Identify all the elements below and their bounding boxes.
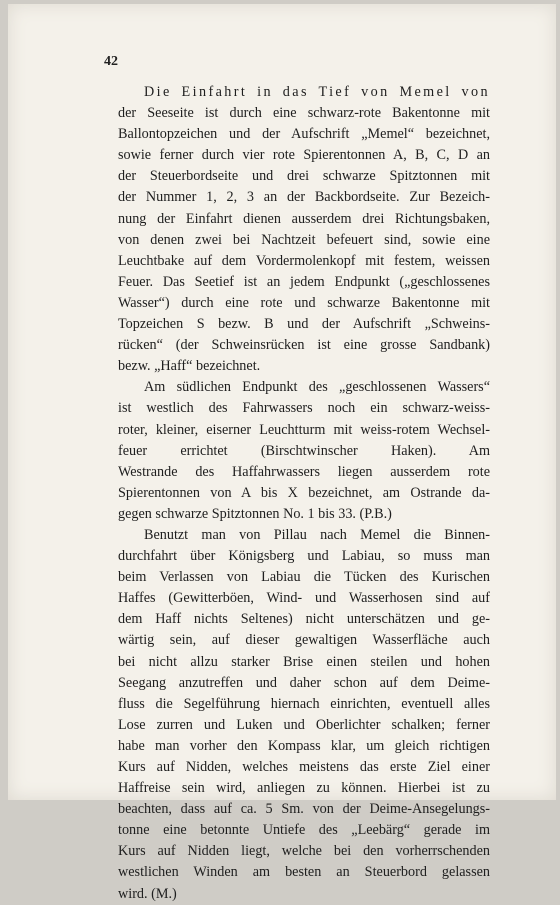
text-line: Haffreise sein wird, anliegen zu können. Hierbei ist zu xyxy=(118,780,490,797)
text-line: beim Verlassen von Labiau die Tücken des Kurischen xyxy=(118,569,490,586)
text-line: der Seeseite ist durch eine schwarz-rote Bakentonne mit xyxy=(118,105,490,122)
text-line: Haffes (Gewitterböen, Wind- und Wasserhosen sind auf xyxy=(118,590,490,607)
text-line: ist westlich des Fahrwassers noch ein schwarz-weiss- xyxy=(118,400,490,417)
text-line: feuer errichtet (Birschtwinscher Haken). Am xyxy=(118,442,490,459)
text-line: Kurs auf Nidden liegt, welche bei den vorherrschenden xyxy=(118,843,490,860)
text-line: der Nummer 1, 2, 3 an der Backbordseite. Zur Bezeich- xyxy=(118,189,490,206)
text-line: tonne eine betonnte Untiefe des „Leebärg“ gerade im xyxy=(118,822,490,839)
text-line: Seegang anzutreffen und daher schon auf dem Deime- xyxy=(118,674,490,691)
text-line: dem Haff nichts Seltenes) nicht unterschätzen und ge- xyxy=(118,611,490,628)
text-line: bezw. „Haff“ bezeichnet. xyxy=(118,358,261,375)
text-line: von denen zwei bei Nachtzeit befeuert sind, sowie eine xyxy=(118,231,490,248)
text-line: Topzeichen S bezw. B und der Aufschrift „Schweins- xyxy=(118,316,490,333)
text-line: sowie ferner durch vier rote Spierentonnen A, B, C, D an xyxy=(118,147,490,164)
text-line: westlichen Winden am besten an Steuerbord gelassen xyxy=(118,864,490,881)
text-line: wird. (M.) xyxy=(118,885,177,902)
text-line: Die Einfahrt in das Tief von Memel von xyxy=(144,84,490,100)
text-line: Am südlichen Endpunkt des „geschlossenen Wassers“ xyxy=(144,379,490,396)
text-line: gegen schwarze Spitztonnen No. 1 bis 33. (P.B.) xyxy=(118,505,392,522)
text-line: Ballontopzeichen und der Aufschrift „Memel“ bezeichnet, xyxy=(118,126,490,143)
text-line: durchfahrt über Königsberg und Labiau, so muss man xyxy=(118,548,490,565)
page-number: 42 xyxy=(104,54,118,69)
text-line: Lose zurren und Luken und Oberlichter schalken; ferner xyxy=(118,716,490,733)
text-line: wärtig sein, auf dieser gewaltigen Wasserfläche auch xyxy=(118,632,490,649)
text-line: Kurs auf Nidden, welches meistens das erste Ziel einer xyxy=(118,759,490,775)
text-line: habe man vorher den Kompass klar, um gleich richtigen xyxy=(118,737,490,754)
text-line: Benutzt man von Pillau nach Memel die Binnen- xyxy=(144,526,490,543)
text-line: rücken“ (der Schweinsrücken ist eine grosse Sandbank) xyxy=(118,337,490,354)
text-line: fluss die Segelführung hiernach einrichten, eventuell alles xyxy=(118,695,490,712)
body-text xyxy=(118,82,490,905)
text-line: nung der Einfahrt dienen ausserdem drei Richtungsbaken, xyxy=(118,210,490,227)
text-line: beachten, dass auf ca. 5 Sm. von der Deime-Ansegelungs- xyxy=(118,801,490,818)
book-page xyxy=(8,4,556,902)
text-line: bei nicht allzu starker Brise einen steilen und hohen xyxy=(118,653,490,670)
text-line: der Steuerbordseite und drei schwarze Spitztonnen mit xyxy=(118,168,490,185)
text-line: Spierentonnen von A bis X bezeichnet, am Ostrande da- xyxy=(118,484,490,501)
text-line: Feuer. Das Seetief ist an jedem Endpunkt („geschlossenes xyxy=(118,273,490,290)
text-line: Leuchtbake auf dem Vordermolenkopf mit festem, weissen xyxy=(118,252,490,269)
text-line: roter, kleiner, eiserner Leuchtturm mit weiss-rotem Wechsel- xyxy=(118,421,490,438)
text-line: Wasser“) durch eine rote und schwarze Bakentonne mit xyxy=(118,294,490,311)
text-line: Westrande des Haffahrwassers liegen ausserdem rote xyxy=(118,463,490,480)
